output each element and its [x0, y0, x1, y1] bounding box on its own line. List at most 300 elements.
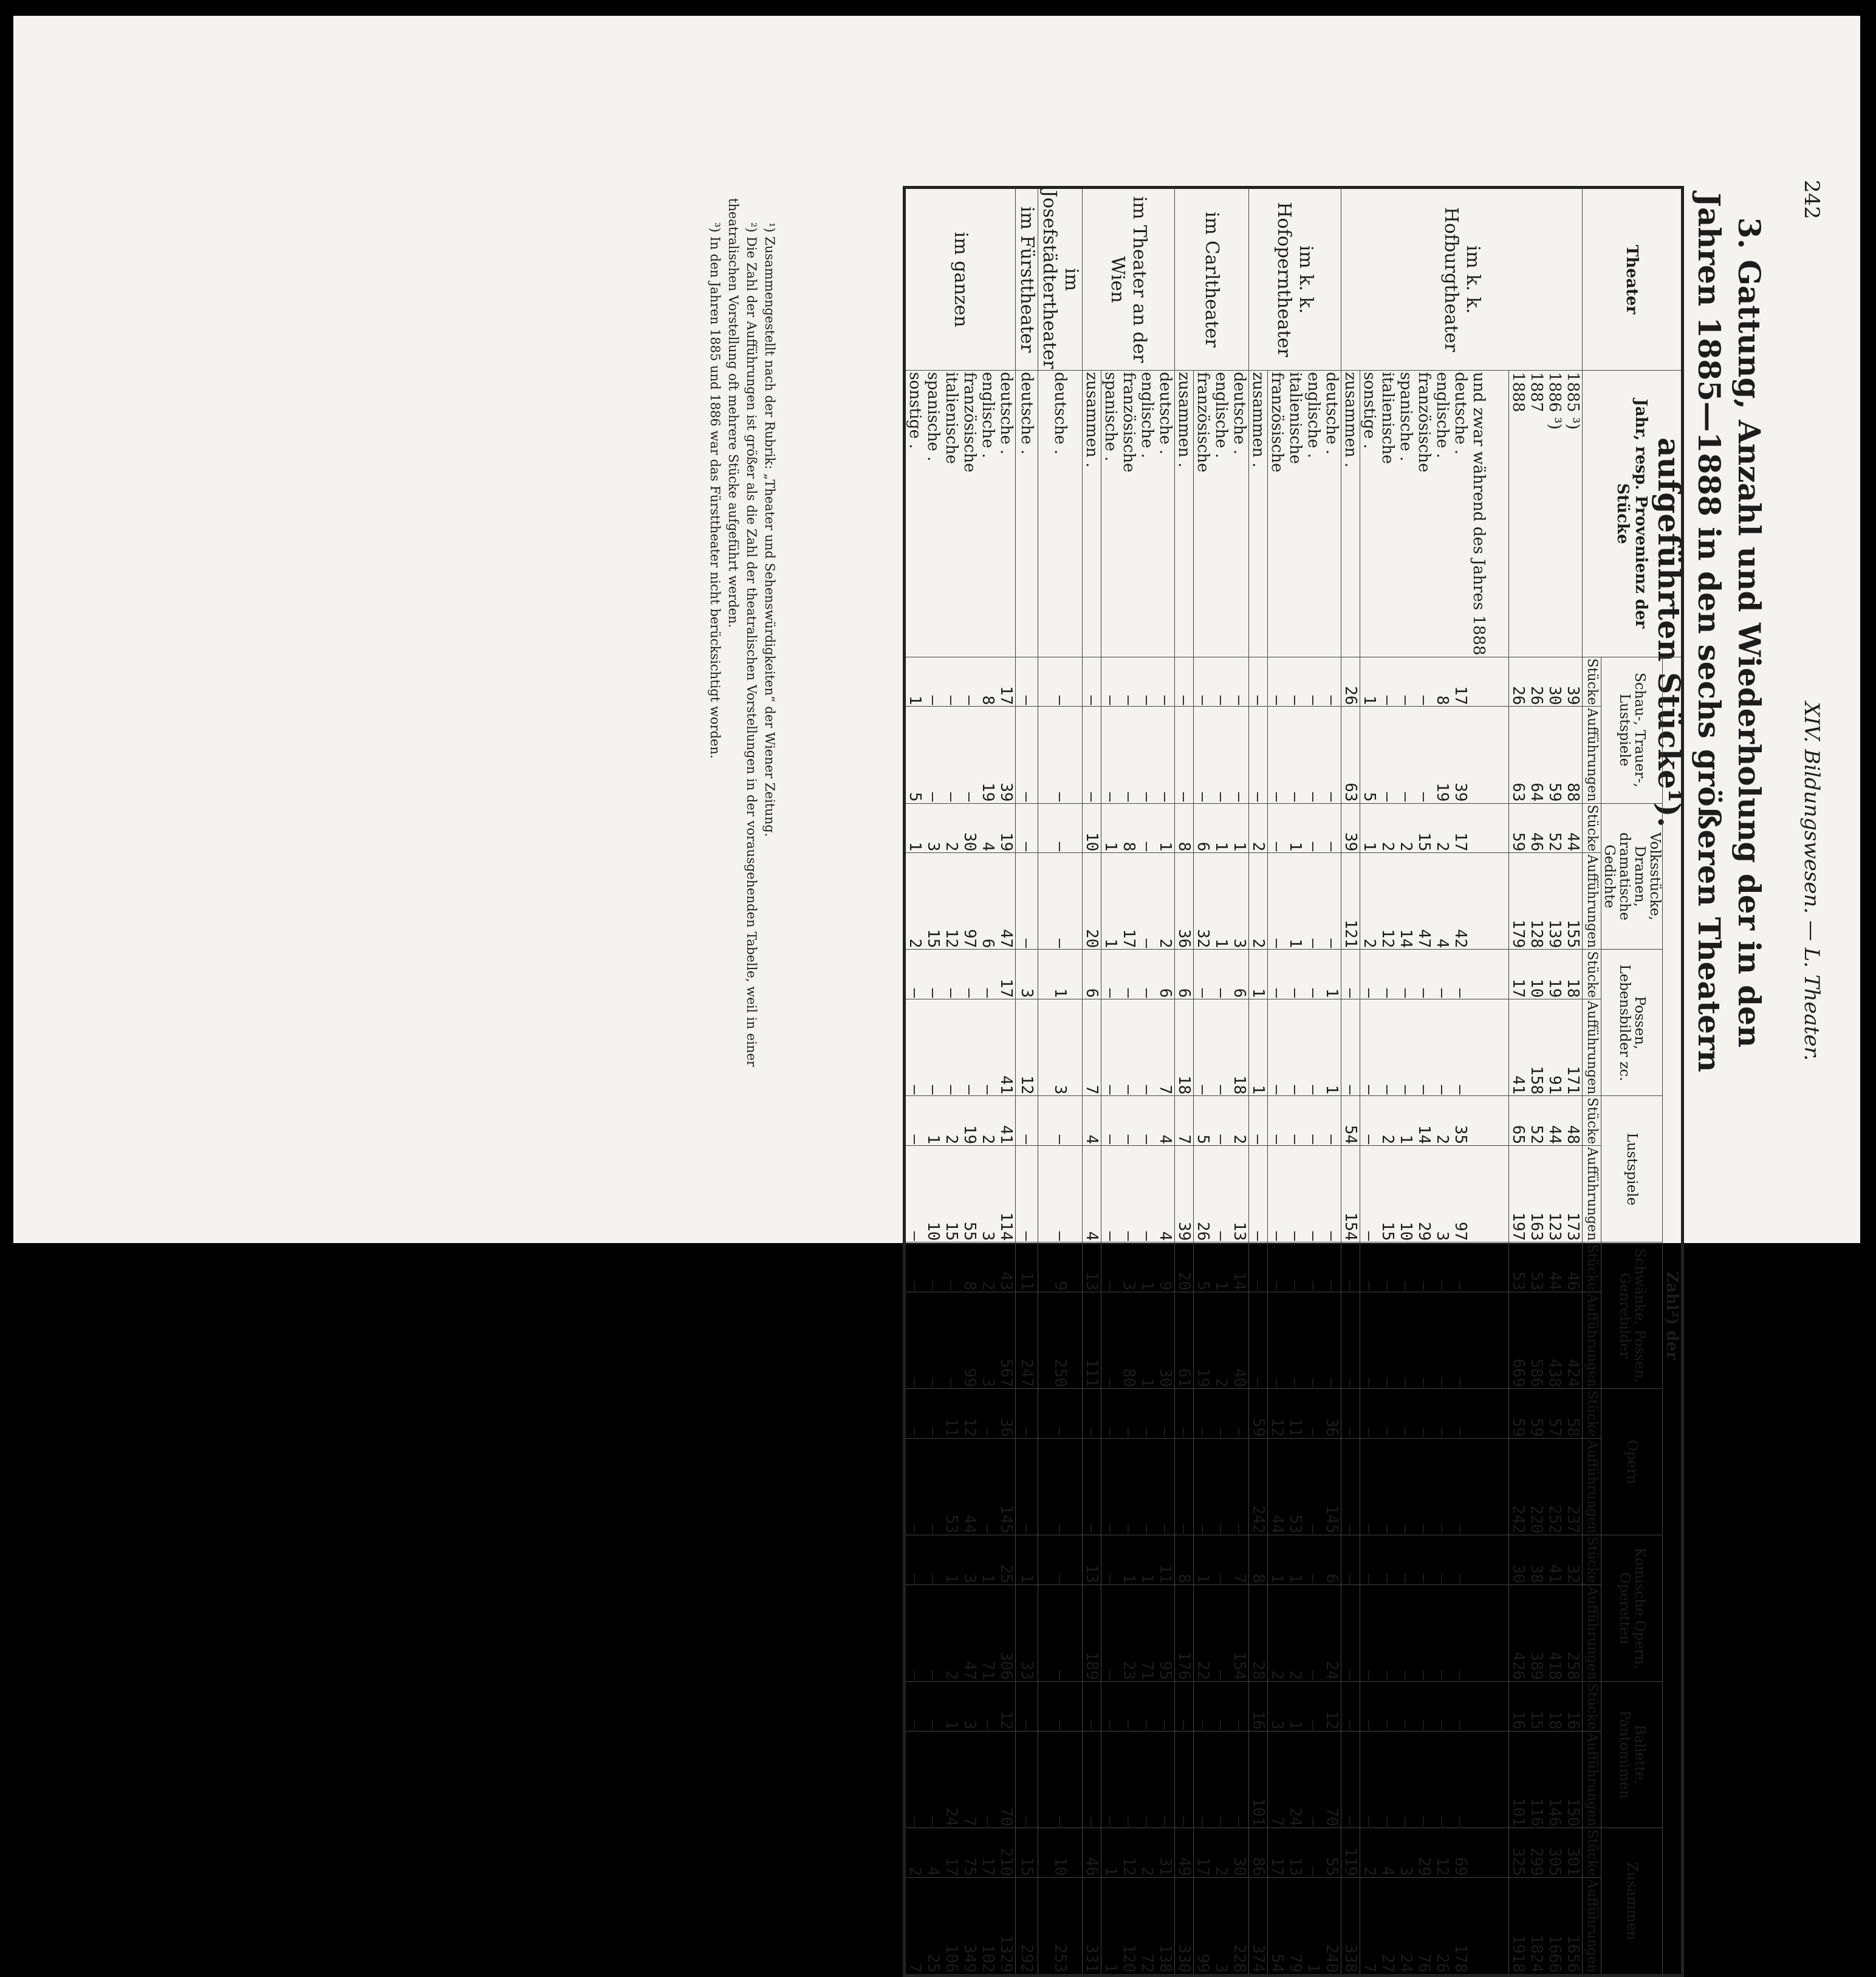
value-cell: 39: [997, 707, 1016, 803]
value-cell: 1: [1101, 1877, 1120, 1975]
value-cell: —: [1341, 1585, 1360, 1681]
value-cell: 10: [924, 1146, 942, 1242]
subheader-stuecke: Stücke: [1583, 1682, 1601, 1732]
value-cell: —: [1120, 1146, 1138, 1242]
subheader-stuecke: Stücke: [1583, 1389, 1601, 1439]
value-cell: 242: [1509, 1439, 1528, 1535]
value-cell: —: [979, 1389, 997, 1439]
footnotes: [706, 198, 779, 1134]
value-cell: —: [1378, 1731, 1397, 1828]
value-cell: —: [1341, 1242, 1360, 1292]
value-cell: 1: [1038, 950, 1083, 999]
group-header: Lustspiele: [1601, 1096, 1663, 1242]
value-cell: —: [1433, 1439, 1451, 1535]
value-cell: —: [1230, 1389, 1249, 1439]
value-cell: —: [924, 1731, 942, 1828]
value-cell: 111: [1083, 1292, 1101, 1389]
value-cell: 418: [1546, 1585, 1564, 1681]
value-cell: 128: [1527, 853, 1546, 950]
provenienz-cell: englische .: [1212, 371, 1230, 657]
value-cell: 41: [997, 999, 1016, 1096]
value-cell: —: [1360, 1682, 1379, 1732]
value-cell: 139: [1546, 853, 1564, 950]
value-cell: —: [1038, 803, 1083, 853]
value-cell: 24: [942, 1731, 960, 1828]
value-cell: 71: [1138, 1585, 1156, 1681]
subheader-auffuehrungen: Aufführungen: [1583, 1877, 1601, 1975]
value-cell: —: [905, 999, 925, 1096]
value-cell: —: [1101, 1439, 1120, 1535]
provenienz-cell: deutsche .: [1016, 371, 1038, 657]
provenienz-cell: 1885 ³): [1564, 371, 1583, 657]
table-row: [1433, 188, 1451, 1976]
value-cell: —: [1138, 1389, 1156, 1439]
table-row: [1527, 188, 1546, 1976]
value-cell: —: [1286, 707, 1304, 803]
value-cell: 97: [960, 853, 979, 950]
value-cell: 7: [1230, 1535, 1249, 1585]
provenienz-cell: zusammen .: [1175, 371, 1194, 657]
value-cell: 4: [924, 1828, 942, 1878]
value-cell: 19: [1546, 950, 1564, 999]
value-cell: 12: [1268, 1389, 1287, 1439]
value-cell: —: [960, 999, 979, 1096]
value-cell: 2: [905, 1828, 925, 1878]
value-cell: —: [1194, 999, 1213, 1096]
value-cell: —: [1083, 1682, 1101, 1732]
value-cell: 28: [1249, 1585, 1268, 1681]
value-cell: 63: [1341, 707, 1360, 803]
value-cell: —: [1016, 657, 1038, 707]
value-cell: 1: [979, 1535, 997, 1585]
value-cell: 1: [1120, 1535, 1138, 1585]
provenienz-cell: englische .: [1433, 371, 1451, 657]
value-cell: —: [1249, 657, 1268, 707]
table-row: [1470, 188, 1509, 1976]
value-cell: —: [1268, 1146, 1287, 1242]
value-cell: —: [1286, 1096, 1304, 1146]
value-cell: 173: [1564, 1146, 1583, 1242]
value-cell: —: [905, 1585, 925, 1681]
value-cell: 57: [1546, 1389, 1564, 1439]
provenienz-cell: spanische .: [1397, 371, 1415, 657]
value-cell: 1824: [1527, 1877, 1546, 1975]
value-cell: 8: [1249, 1535, 1268, 1585]
provenienz-cell: französische: [1268, 371, 1287, 657]
value-cell: —: [960, 707, 979, 803]
value-cell: 48: [1564, 1096, 1583, 1146]
value-cell: 15: [924, 853, 942, 950]
footnote-3: ³) In den Jahren 1885 und 1886 war das Fürsttheater nicht berücksichtigt worden.: [708, 222, 722, 759]
provenienz-cell: sonstige .: [905, 371, 925, 657]
value-cell: 6: [1083, 950, 1101, 999]
value-cell: —: [1101, 1389, 1120, 1439]
value-cell: —: [1341, 1682, 1360, 1732]
value-cell: —: [979, 999, 997, 1096]
value-cell: 14: [1397, 853, 1415, 950]
value-cell: 12: [960, 1389, 979, 1439]
value-cell: —: [1038, 1439, 1083, 1535]
value-cell: 145: [1323, 1439, 1341, 1535]
group-header: Zusammen: [1601, 1828, 1663, 1976]
subheader-auffuehrungen: Aufführungen: [1583, 853, 1601, 950]
subheader-auffuehrungen: Aufführungen: [1583, 1439, 1601, 1535]
value-cell: 7: [1083, 999, 1101, 1096]
value-cell: —: [1304, 1146, 1323, 1242]
value-cell: —: [1304, 1682, 1323, 1732]
value-cell: [1470, 950, 1509, 999]
theater-name: im ganzen: [905, 188, 1016, 371]
value-cell: 16: [1249, 1682, 1268, 1732]
value-cell: —: [1016, 853, 1038, 950]
value-cell: —: [1286, 999, 1304, 1096]
value-cell: 8: [979, 657, 997, 707]
value-cell: 1918: [1509, 1877, 1528, 1975]
table-row: [1323, 188, 1341, 1976]
value-cell: —: [1156, 707, 1175, 803]
value-cell: —: [1286, 1242, 1304, 1292]
value-cell: [1470, 853, 1509, 950]
value-cell: —: [1341, 1535, 1360, 1585]
value-cell: —: [1249, 1292, 1268, 1389]
value-cell: 19: [960, 1096, 979, 1146]
value-cell: 424: [1564, 1292, 1583, 1389]
value-cell: 32: [1194, 853, 1213, 950]
value-cell: [1470, 657, 1509, 707]
value-cell: 5: [1194, 1242, 1213, 1292]
value-cell: —: [1378, 950, 1397, 999]
table-row: [997, 188, 1016, 1976]
value-cell: —: [1323, 707, 1341, 803]
value-cell: 44: [1268, 1439, 1287, 1535]
provenienz-cell: italienische: [1378, 371, 1397, 657]
table-row: [1397, 188, 1415, 1976]
value-cell: 20: [1175, 1242, 1194, 1292]
value-cell: —: [1433, 1242, 1451, 1292]
value-cell: 42: [1451, 853, 1470, 950]
value-cell: —: [1304, 1585, 1323, 1681]
value-cell: —: [1378, 1389, 1397, 1439]
value-cell: —: [924, 1389, 942, 1439]
value-cell: —: [1268, 1292, 1287, 1389]
value-cell: —: [1101, 1585, 1120, 1681]
value-cell: —: [1212, 1439, 1230, 1535]
provenienz-cell: französische: [1194, 371, 1213, 657]
value-cell: —: [1138, 853, 1156, 950]
value-cell: 65: [1509, 1096, 1528, 1146]
value-cell: —: [1304, 1439, 1323, 1535]
value-cell: 59: [1249, 1389, 1268, 1439]
value-cell: —: [1433, 1585, 1451, 1681]
value-cell: —: [1268, 1096, 1287, 1146]
value-cell: —: [1120, 999, 1138, 1096]
value-cell: —: [1433, 1292, 1451, 1389]
value-cell: —: [1175, 1731, 1194, 1828]
value-cell: 27: [1378, 1877, 1397, 1975]
value-cell: 1: [1286, 853, 1304, 950]
theater-name: im Fürsttheater: [1016, 188, 1038, 371]
value-cell: 6: [1230, 950, 1249, 999]
value-cell: 189: [1083, 1585, 1101, 1681]
table-row: [1194, 188, 1213, 1976]
value-cell: 23: [1120, 1585, 1138, 1681]
value-cell: 12: [1120, 1828, 1138, 1878]
value-cell: 13: [1083, 1242, 1101, 1292]
value-cell: 86: [1249, 1828, 1268, 1878]
value-cell: 237: [1564, 1439, 1583, 1535]
value-cell: —: [1304, 999, 1323, 1096]
value-cell: —: [1304, 853, 1323, 950]
value-cell: —: [1415, 1535, 1433, 1585]
value-cell: —: [979, 1439, 997, 1535]
value-cell: —: [1323, 1096, 1341, 1146]
value-cell: 39: [1175, 1146, 1194, 1242]
provenienz-cell: englische .: [1304, 371, 1323, 657]
provenienz-cell: 1886 ³): [1546, 371, 1564, 657]
value-cell: 12: [1378, 853, 1397, 950]
value-cell: —: [1138, 707, 1156, 803]
value-cell: 24: [1286, 1731, 1304, 1828]
value-cell: [1470, 1389, 1509, 1439]
value-cell: 1: [1138, 1292, 1156, 1389]
provenienz-cell: italienische: [1286, 371, 1304, 657]
value-cell: —: [1323, 853, 1341, 950]
value-cell: —: [1175, 657, 1194, 707]
provenienz-cell: deutsche .: [1230, 371, 1249, 657]
value-cell: 2: [1378, 803, 1397, 853]
value-cell: 1: [1249, 950, 1268, 999]
subheader-auffuehrungen: Aufführungen: [1583, 1292, 1601, 1389]
table-body: [905, 188, 1583, 1976]
value-cell: —: [1212, 707, 1230, 803]
value-cell: 49: [1175, 1828, 1194, 1878]
value-cell: —: [1101, 1242, 1120, 1292]
value-cell: 2: [1268, 1585, 1287, 1681]
value-cell: [1470, 803, 1509, 853]
value-cell: 3: [1268, 1682, 1287, 1732]
value-cell: —: [1304, 1292, 1323, 1389]
value-cell: 2: [1378, 1096, 1397, 1146]
value-cell: 30: [1230, 1828, 1249, 1878]
value-cell: —: [1341, 1731, 1360, 1828]
value-cell: —: [924, 707, 942, 803]
value-cell: —: [1451, 1682, 1470, 1732]
value-cell: 6: [1194, 803, 1213, 853]
value-cell: —: [1451, 1535, 1470, 1585]
value-cell: 6: [1156, 950, 1175, 999]
value-cell: 4: [1156, 1096, 1175, 1146]
value-cell: —: [1156, 1682, 1175, 1732]
value-cell: [1470, 1828, 1509, 1878]
value-cell: 1: [1138, 1535, 1156, 1585]
value-cell: —: [1451, 1242, 1470, 1292]
value-cell: —: [1323, 1146, 1341, 1242]
value-cell: —: [1230, 1439, 1249, 1535]
value-cell: 1: [1286, 803, 1304, 853]
value-cell: —: [1175, 1389, 1194, 1439]
value-cell: 99: [960, 1292, 979, 1389]
value-cell: 17: [997, 950, 1016, 999]
value-cell: 13: [1083, 1535, 1101, 1585]
provenienz-cell: 1888: [1509, 371, 1528, 657]
value-cell: —: [1415, 1389, 1433, 1439]
value-cell: —: [1304, 1096, 1323, 1146]
value-cell: 1666: [1546, 1877, 1564, 1975]
table-row: [1120, 188, 1138, 1976]
value-cell: 46: [1564, 1242, 1583, 1292]
value-cell: 12: [942, 853, 960, 950]
value-cell: —: [1451, 1731, 1470, 1828]
subheader-stuecke: Stücke: [1583, 950, 1601, 999]
value-cell: 17: [1451, 657, 1470, 707]
value-cell: 15: [942, 1146, 960, 1242]
section-heading: 3. Gattung, Anzahl und Wiederholung der in den Jahren 1885—1888 in den sechs größeren Theatern aufgeführten Stücke¹).: [1651, 193, 1767, 1072]
provenienz-cell: französische: [1120, 371, 1138, 657]
value-cell: 228: [1230, 1877, 1249, 1975]
value-cell: —: [1415, 1585, 1433, 1681]
subheader-stuecke: Stücke: [1583, 1535, 1601, 1585]
value-cell: 46: [1083, 1828, 1101, 1878]
subheader-auffuehrungen: Aufführungen: [1583, 999, 1601, 1096]
value-cell: 2: [1230, 1096, 1249, 1146]
subheader-stuecke: Stücke: [1583, 1242, 1601, 1292]
value-cell: —: [1249, 1096, 1268, 1146]
theater-name: im k. k. Hofburgtheater: [1341, 188, 1583, 371]
value-cell: 2: [1433, 1096, 1451, 1146]
value-cell: 2: [1286, 1585, 1304, 1681]
value-cell: —: [1138, 1439, 1156, 1535]
value-cell: —: [1016, 1682, 1038, 1732]
value-cell: 19: [979, 707, 997, 803]
value-cell: 150: [1564, 1731, 1583, 1828]
value-cell: —: [1397, 1535, 1415, 1585]
value-cell: —: [1212, 1585, 1230, 1681]
value-cell: 1: [1194, 1535, 1213, 1585]
value-cell: 258: [1564, 1585, 1583, 1681]
value-cell: 44: [1546, 1242, 1564, 1292]
value-cell: —: [924, 1535, 942, 1585]
value-cell: —: [1101, 1146, 1120, 1242]
value-cell: —: [1304, 1731, 1323, 1828]
value-cell: 26: [1341, 657, 1360, 707]
value-cell: —: [924, 1439, 942, 1535]
value-cell: 30: [1509, 1535, 1528, 1585]
value-cell: 1: [1212, 853, 1230, 950]
table-row: [1101, 188, 1120, 1976]
value-cell: —: [1138, 1731, 1156, 1828]
value-cell: 69: [1451, 1828, 1470, 1878]
value-cell: —: [1397, 1292, 1415, 1389]
value-cell: [1470, 1439, 1509, 1535]
value-cell: 123: [1546, 1146, 1564, 1242]
value-cell: 253: [1038, 1877, 1083, 1975]
value-cell: 2: [1397, 803, 1415, 853]
value-cell: —: [924, 657, 942, 707]
value-cell: 138: [1156, 1877, 1175, 1975]
value-cell: 389: [1527, 1585, 1546, 1681]
value-cell: 30: [1156, 1292, 1175, 1389]
value-cell: 11: [942, 1389, 960, 1439]
value-cell: 1: [1212, 803, 1230, 853]
value-cell: 1656: [1564, 1877, 1583, 1975]
value-cell: 18: [1230, 999, 1249, 1096]
value-cell: —: [1138, 1146, 1156, 1242]
value-cell: —: [905, 1096, 925, 1146]
value-cell: 97: [1451, 1146, 1470, 1242]
value-cell: —: [1378, 657, 1397, 707]
value-cell: 47: [960, 1585, 979, 1681]
value-cell: 145: [997, 1439, 1016, 1535]
value-cell: —: [1194, 1439, 1213, 1535]
value-cell: 15: [1527, 1682, 1546, 1732]
value-cell: 18: [1546, 1682, 1564, 1732]
value-cell: 18: [1564, 950, 1583, 999]
value-cell: 1: [1101, 853, 1120, 950]
value-cell: 63: [1509, 707, 1528, 803]
value-cell: —: [1341, 1292, 1360, 1389]
value-cell: —: [1156, 1731, 1175, 1828]
page-number: 242: [1799, 180, 1824, 219]
value-cell: 19: [1433, 707, 1451, 803]
value-cell: —: [979, 950, 997, 999]
value-cell: 1: [1286, 1682, 1304, 1732]
value-cell: —: [1360, 1242, 1379, 1292]
value-cell: 146: [1546, 1731, 1564, 1828]
value-cell: 5: [1194, 1096, 1213, 1146]
value-cell: 5: [1360, 707, 1379, 803]
value-cell: —: [1415, 657, 1433, 707]
value-cell: —: [1175, 707, 1194, 803]
value-cell: 13: [1230, 1146, 1249, 1242]
value-cell: 18: [1175, 999, 1194, 1096]
subheader-auffuehrungen: Aufführungen: [1583, 1585, 1601, 1681]
value-cell: 101: [1249, 1731, 1268, 1828]
value-cell: 10: [1527, 950, 1546, 999]
value-cell: —: [1415, 707, 1433, 803]
value-cell: 59: [1509, 803, 1528, 853]
value-cell: —: [1341, 1439, 1360, 1535]
table-row: [1451, 188, 1470, 1976]
value-cell: 6: [979, 853, 997, 950]
value-cell: 36: [1175, 853, 1194, 950]
value-cell: 158: [1527, 999, 1546, 1096]
value-cell: 1: [1156, 803, 1175, 853]
subheader-stuecke: Stücke: [1583, 803, 1601, 853]
value-cell: —: [1397, 1731, 1415, 1828]
value-cell: —: [1268, 1242, 1287, 1292]
value-cell: 374: [1249, 1877, 1268, 1975]
provenienz-cell: spanische .: [1101, 371, 1120, 657]
value-cell: —: [1120, 657, 1138, 707]
value-cell: —: [1038, 1096, 1083, 1146]
value-cell: —: [1378, 1292, 1397, 1389]
value-cell: 3: [960, 1535, 979, 1585]
value-cell: 301: [1564, 1828, 1583, 1878]
value-cell: 46: [1527, 803, 1546, 853]
value-cell: —: [1194, 1389, 1213, 1439]
value-cell: —: [1304, 707, 1323, 803]
subheader-stuecke: Stücke: [1583, 1096, 1601, 1146]
value-cell: 2: [979, 1096, 997, 1146]
value-cell: 26: [1527, 657, 1546, 707]
value-cell: 17: [942, 1828, 960, 1878]
value-cell: —: [1433, 1731, 1451, 1828]
value-cell: 197: [1509, 1146, 1528, 1242]
value-cell: —: [1360, 1389, 1379, 1439]
value-cell: 31: [1156, 1828, 1175, 1878]
subheader-stuecke: Stücke: [1583, 1828, 1601, 1878]
value-cell: 55: [960, 1146, 979, 1242]
